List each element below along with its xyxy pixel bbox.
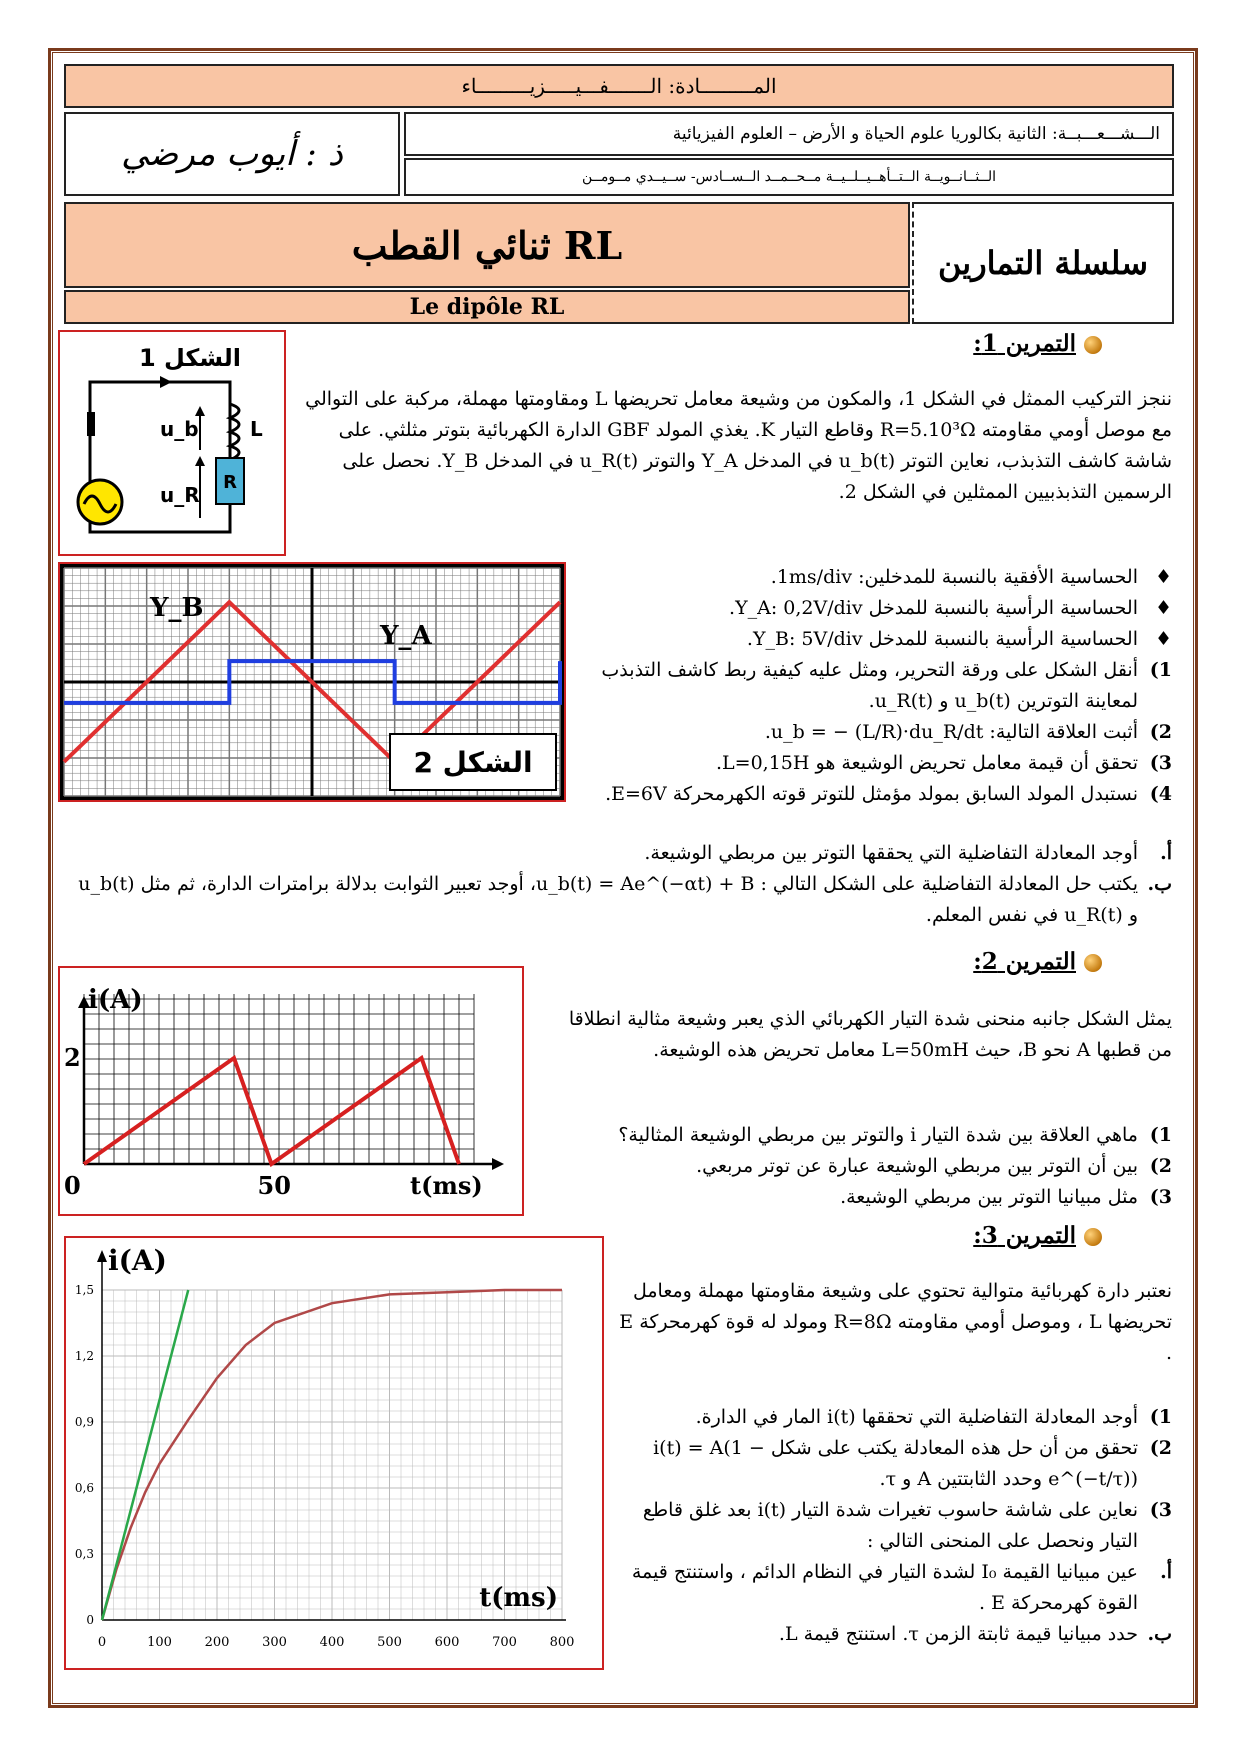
x-tick-label: 800 (549, 1635, 575, 1650)
x-tick-label: 50 (257, 1171, 291, 1200)
fig1-ur-label: u_R (160, 483, 200, 507)
series-box: سلسلة التمارين (912, 202, 1174, 324)
ex1-intro: ننجز التركيب الممثل في الشكل 1، والمكون من وشيعة معامل تحريضها L ومقاومتها مهملة، مركبة على التوالي مع موصل أومي مقاومته R=5.10³Ω وقاطع التيار K. يغذي المولد GBF الدارة الكهربائية بتوتر مثلثي. على شاشة كاشف التذبذب، نعاين التوتر u_b(t) في المدخل Y_A والتوتر u_R(t) في المدخل Y_B. نحصل على الرسمين التذبذبيين الممثلين في الشكل 2. (305, 388, 1172, 503)
label-yb: Y_B (150, 593, 204, 623)
y-tick-label: 1,2 (74, 1349, 94, 1363)
ex1-q4b: ب. يكتب حل المعادلة التفاضلية على الشكل التالي : u_b(t) = Ae^(−αt) + B، أوجد تعبير الثوابت بدلالة برامترات الدارة، ثم مثل u_b(t) و u_R(t) في نفس المعلم. (78, 873, 1172, 926)
ex2-intro: يمثل الشكل جانبه منحنى شدة التيار الكهربائي الذي يعبر وشيعة مثالية انطلاقا من قطبها A نحو B، حيث L=50mH معامل تحريض هذه الوشيعة. (568, 1008, 1172, 1061)
ex2-q3: 3) مثل مبيانيا التوتر بين مربطي الوشيعة. (840, 1186, 1172, 1208)
ex3-intro: نعتبر دارة كهربائية متوالية تحتوي على وشيعة مقاومتها مهملة ومعامل تحريضها L ، وموصل أومي مقاومته R=8Ω ومولد له قوة كهرمحركة E . (619, 1280, 1172, 1364)
ex1-q4-sub (72, 838, 1172, 931)
bullet-icon (1084, 1228, 1102, 1246)
ex2-title: التمرين 2: (973, 948, 1102, 975)
x-tick-label: 700 (492, 1635, 517, 1650)
ex1-q1: 1) أنقل الشكل على ورقة التحرير، ومثل عليه كيفية ربط كاشف التذبذب لمعاينة التوترين u_b(t) و u_R(t). (601, 659, 1172, 712)
fig1-ub-label: u_b (160, 417, 199, 441)
figure-1-circuit (58, 330, 286, 556)
y-tick-label: 0 (86, 1613, 94, 1627)
x-axis-arrow (492, 1158, 504, 1170)
ex3-q1: 1) أوجد المعادلة التفاضلية التي تحققها i(t) المار في الدارة. (695, 1406, 1172, 1428)
x-tick-label: 400 (319, 1635, 345, 1650)
fig2-title: الشكل 2 (413, 746, 533, 779)
x-axis-label: t(ms) (410, 1171, 483, 1200)
ex1-bullet: ♦ الحساسية الرأسية بالنسبة للمدخل Y_A: 0,2V/div. (729, 597, 1172, 619)
ex1-q2: 2) أثبت العلاقة التالية: u_b = − (L/R)·du_R/dt. (764, 721, 1172, 743)
y-axis-label: i(A) (88, 985, 143, 1015)
y-tick-label: 0,3 (74, 1547, 94, 1561)
x-tick-label: 200 (204, 1635, 230, 1650)
ex3-title: التمرين 3: (973, 1222, 1102, 1249)
ex1-questions (572, 562, 1172, 810)
ex2-questions (552, 1120, 1172, 1213)
figure-2-oscilloscope (58, 562, 566, 802)
y-tick-label: 0,9 (74, 1415, 94, 1429)
x-tick-label: 0 (64, 1171, 81, 1200)
subject-banner: المـــــــــادة: الـــــــفـــيـــــزيـــــــــاء (64, 64, 1174, 108)
ex3-q3a: أ. عين مبيانيا القيمة I₀ لشدة التيار في النظام الدائم ، واستنتج قيمة القوة كهرمحركة E . (631, 1561, 1172, 1614)
ex2-q1: 1) ماهي العلاقة بين شدة التيار i والتوتر بين مربطي الوشيعة المثالية؟ (618, 1124, 1172, 1146)
y-axis-arrow (97, 1250, 107, 1262)
title-french-box: Le dipôle RL (64, 290, 910, 324)
y-tick-label: 0,6 (74, 1481, 94, 1495)
ex1-bullet: ♦ الحساسية الرأسية بالنسبة للمدخل Y_B: 5V/div. (746, 628, 1172, 650)
fig1-l-label: L (250, 417, 263, 441)
school-line: الــثــانــويــة الــتــأهــيــلــيــة مــحــمــد الــســادس- ســيــدي مــومــن (404, 158, 1174, 196)
y-axis-label: i(A) (108, 1244, 167, 1277)
x-tick-label: 300 (262, 1635, 287, 1650)
x-tick-label: 100 (147, 1635, 172, 1650)
ex3-q3b: ب. حدد مبيانيا قيمة ثابتة الزمن τ. استنتج قيمة L. (778, 1623, 1172, 1645)
ex3-q3: 3) نعاين على شاشة حاسوب تغيرات شدة التيار i(t) بعد غلق قاطع التيار ونحصل على المنحنى التالي : (642, 1499, 1172, 1552)
ex1-q4: 4) نستبدل المولد السابق بمولد مؤمثل للتوتر قوته الكهرمحركة E=6V. (605, 783, 1172, 805)
branch-line: الـــشـــعـــبــة: الثانية بكالوريا علوم الحياة و الأرض – العلوم الفيزيائية (404, 112, 1174, 156)
title-arabic-box: ثنائي القطب RL (64, 202, 910, 288)
ex1-q3: 3) تحقق أن قيمة معامل تحريض الوشيعة هو L=0,15H. (716, 752, 1172, 774)
fig1-r-label: R (223, 472, 237, 493)
y-tick-label: 2 (64, 1043, 81, 1072)
ex3-questions (612, 1402, 1172, 1650)
label-ya: Y_A (380, 621, 432, 651)
bullet-icon (1084, 954, 1102, 972)
ex1-bullet: ♦ الحساسية الأفقية بالنسبة للمدخلين: 1ms/div. (770, 566, 1172, 588)
ex3-q2: 2) تحقق من أن حل هذه المعادلة يكتب على شكل i(t) = A(1 − e^(−t/τ)) وحدد الثابتتين A و τ. (653, 1437, 1172, 1490)
figure-ex3-chart (64, 1236, 604, 1670)
author-box: ذ : أيوب مرضي (64, 112, 400, 196)
y-tick-label: 1,5 (74, 1283, 94, 1297)
fig1-title: الشكل 1 (138, 344, 242, 372)
ex1-q4a: أ. أوجد المعادلة التفاضلية التي يحققها التوتر بين مربطي الوشيعة. (644, 842, 1172, 864)
x-tick-label: 600 (434, 1635, 460, 1650)
x-tick-label: 0 (97, 1635, 107, 1650)
figure-ex2-chart (58, 966, 524, 1216)
bullet-icon (1084, 336, 1102, 354)
ex2-q2: 2) بين أن التوتر بين مربطي الوشيعة عبارة عن توتر مربعي. (696, 1155, 1172, 1177)
ex1-title: التمرين 1: (973, 330, 1102, 357)
x-axis-label: t(ms) (479, 1583, 558, 1613)
x-tick-label: 500 (377, 1635, 402, 1650)
